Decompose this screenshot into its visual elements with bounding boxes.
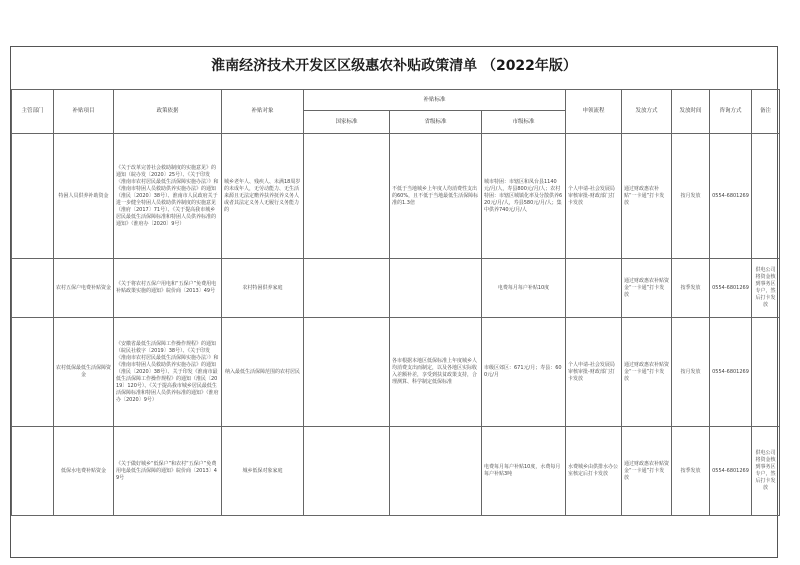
- header-process: 申领流程: [566, 90, 622, 134]
- cell-national: [304, 318, 390, 427]
- cell-basis: 《关于做好城乡“低保户”和农村“五保户”免费用电最低生活保障的通知》皖价商〔2013〕49号: [114, 427, 222, 516]
- header-dept: 主管部门: [12, 90, 54, 134]
- cell-project: 低保水电费补贴资金: [54, 427, 114, 516]
- cell-municipal: 市级区郊区：671元/月；寿县：600元/月: [482, 318, 566, 427]
- header-standard: 补贴标准: [304, 90, 566, 111]
- header-contact: 咨询方式: [710, 90, 752, 134]
- cell-municipal: 电费每月每户补贴10度，水费每月每户补贴3吨: [482, 427, 566, 516]
- cell-process: 个人申请-社会发展局审核审批-财政部门打卡发放: [566, 134, 622, 259]
- cell-municipal: 电费每月每户补贴10度: [482, 259, 566, 318]
- cell-process: 个人申请-社会发展局审核审批-财政部门打卡发放: [566, 318, 622, 427]
- cell-note: [752, 318, 780, 427]
- cell-contact: 0554-6801269: [710, 259, 752, 318]
- cell-provincial: [390, 259, 482, 318]
- cell-project: 农村五保户电费补贴资金: [54, 259, 114, 318]
- cell-method: 通过财政惠农补贴资金“一卡通”打卡发放: [622, 259, 672, 318]
- cell-process: [566, 259, 622, 318]
- cell-process: 水费城乡由供排水办公室核定后打卡发放: [566, 427, 622, 516]
- table-row: [12, 259, 780, 318]
- policy-sheet: [10, 46, 778, 558]
- table-row: [12, 427, 780, 516]
- cell-provincial: 不低于当地城乡上年度人均消费性支出的60%，且不低于当地最低生活保障标准的1.3倍: [390, 134, 482, 259]
- cell-dept: [12, 427, 54, 516]
- table-row: [12, 134, 780, 259]
- cell-basis: 《安徽省最低生活保障工作操作规程》的通知（皖民社救字〔2019〕38号）、《关于印发〈淮南市农村居民最低生活保障实施办法〉》和《淮南市特困人员救助供养实施办法》的通知（淮民〔2020〕38号）、关于印发《淮南市最低生活保障工作操作规程》的通知（淮民〔2019〕120号）、《关于提高我市城乡居民最低生活保障标准和特困人员供养标准的通知》（淮府办〔2020〕9号）: [114, 318, 222, 427]
- cell-note: 供电公司将资金核到事务区专户，然后打卡发放: [752, 427, 780, 516]
- cell-method: 通过财政惠农补贴资金“一卡通”打卡发放: [622, 318, 672, 427]
- cell-time: 按月发放: [672, 318, 710, 427]
- cell-time: 按季发放: [672, 259, 710, 318]
- cell-method: 通过财政惠农补贴“一卡通”打卡发放: [622, 134, 672, 259]
- header-provincial: 省级标准: [390, 111, 482, 134]
- cell-note: [752, 134, 780, 259]
- cell-dept: [12, 318, 54, 427]
- cell-national: [304, 259, 390, 318]
- page-title: 淮南经济技术开发区区级惠农补贴政策清单 （2022年版）: [211, 58, 577, 74]
- header-time: 发放时间: [672, 90, 710, 134]
- cell-national: [304, 134, 390, 259]
- cell-national: [304, 427, 390, 516]
- cell-target: 农村特困供养家庭: [222, 259, 304, 318]
- cell-project: 特困人员供养补助资金: [54, 134, 114, 259]
- header-note: 备注: [752, 90, 780, 134]
- header-basis: 政策依据: [114, 90, 222, 134]
- cell-municipal: 城市特困：市辖区和凤台县1140元/月/人，寿县800元/月/人；农村特困：市辖区城镇化率及分散供养620元/月/人，寿县580元/月/人；集中供养740元/月/人: [482, 134, 566, 259]
- header-target: 补贴对象: [222, 90, 304, 134]
- cell-contact: 0554-6801269: [710, 134, 752, 259]
- cell-basis: 《关于改革完善社会救助制度的实施意见》的通知（皖办发〔2020〕25号）、《关于印发〈淮南市农村居民最低生活保障实施办法〉》和《淮南市特困人员救助供养实施办法》的通知（淮民〔2020〕38号）、淮南市人民政府关于进一步健全特困人员救助供养制度的实施意见（淮府〔2017〕71号）、《关于提高我市城乡居民最低生活保障标准和特困人员供养标准的通知》（淮府办〔2020〕9号）: [114, 134, 222, 259]
- cell-note: 供电公司将资金核到事务区专户，然后打卡发放: [752, 259, 780, 318]
- cell-project: 农村低保最低生活保障资金: [54, 318, 114, 427]
- cell-time: 按月发放: [672, 134, 710, 259]
- cell-time: 按季发放: [672, 427, 710, 516]
- header-national: 国家标准: [304, 111, 390, 134]
- policy-table: [11, 89, 780, 516]
- cell-provincial: 各市根据本地区低保标准上年度城乡人均消费支出而制定，以及各地区实际收入差额补差，享受到扶贫政策支持，合理测算、科学制定低保标准: [390, 318, 482, 427]
- cell-provincial: [390, 427, 482, 516]
- cell-basis: 《关于将农村五保户用电和“五保户”免费用电补贴政策实施的通知》皖价商〔2013〕49号: [114, 259, 222, 318]
- cell-target: 城乡低保对象家庭: [222, 427, 304, 516]
- cell-target: 城乡老年人、残疾人、未满18周岁的未成年人，无劳动能力、无生活来源且无法定赡养扶养抚养义务人或者其法定义务人无履行义务能力的: [222, 134, 304, 259]
- header-method: 发放方式: [622, 90, 672, 134]
- cell-contact: 0554-6801269: [710, 427, 752, 516]
- cell-target: 纳入最低生活保障范围的农村居民: [222, 318, 304, 427]
- cell-method: 通过财政惠农补贴资金“一卡通”打卡发放: [622, 427, 672, 516]
- cell-contact: 0554-6801269: [710, 318, 752, 427]
- header-project: 补贴项目: [54, 90, 114, 134]
- table-row: [12, 318, 780, 427]
- header-municipal: 市级标准: [482, 111, 566, 134]
- cell-dept: [12, 259, 54, 318]
- cell-dept: [12, 134, 54, 259]
